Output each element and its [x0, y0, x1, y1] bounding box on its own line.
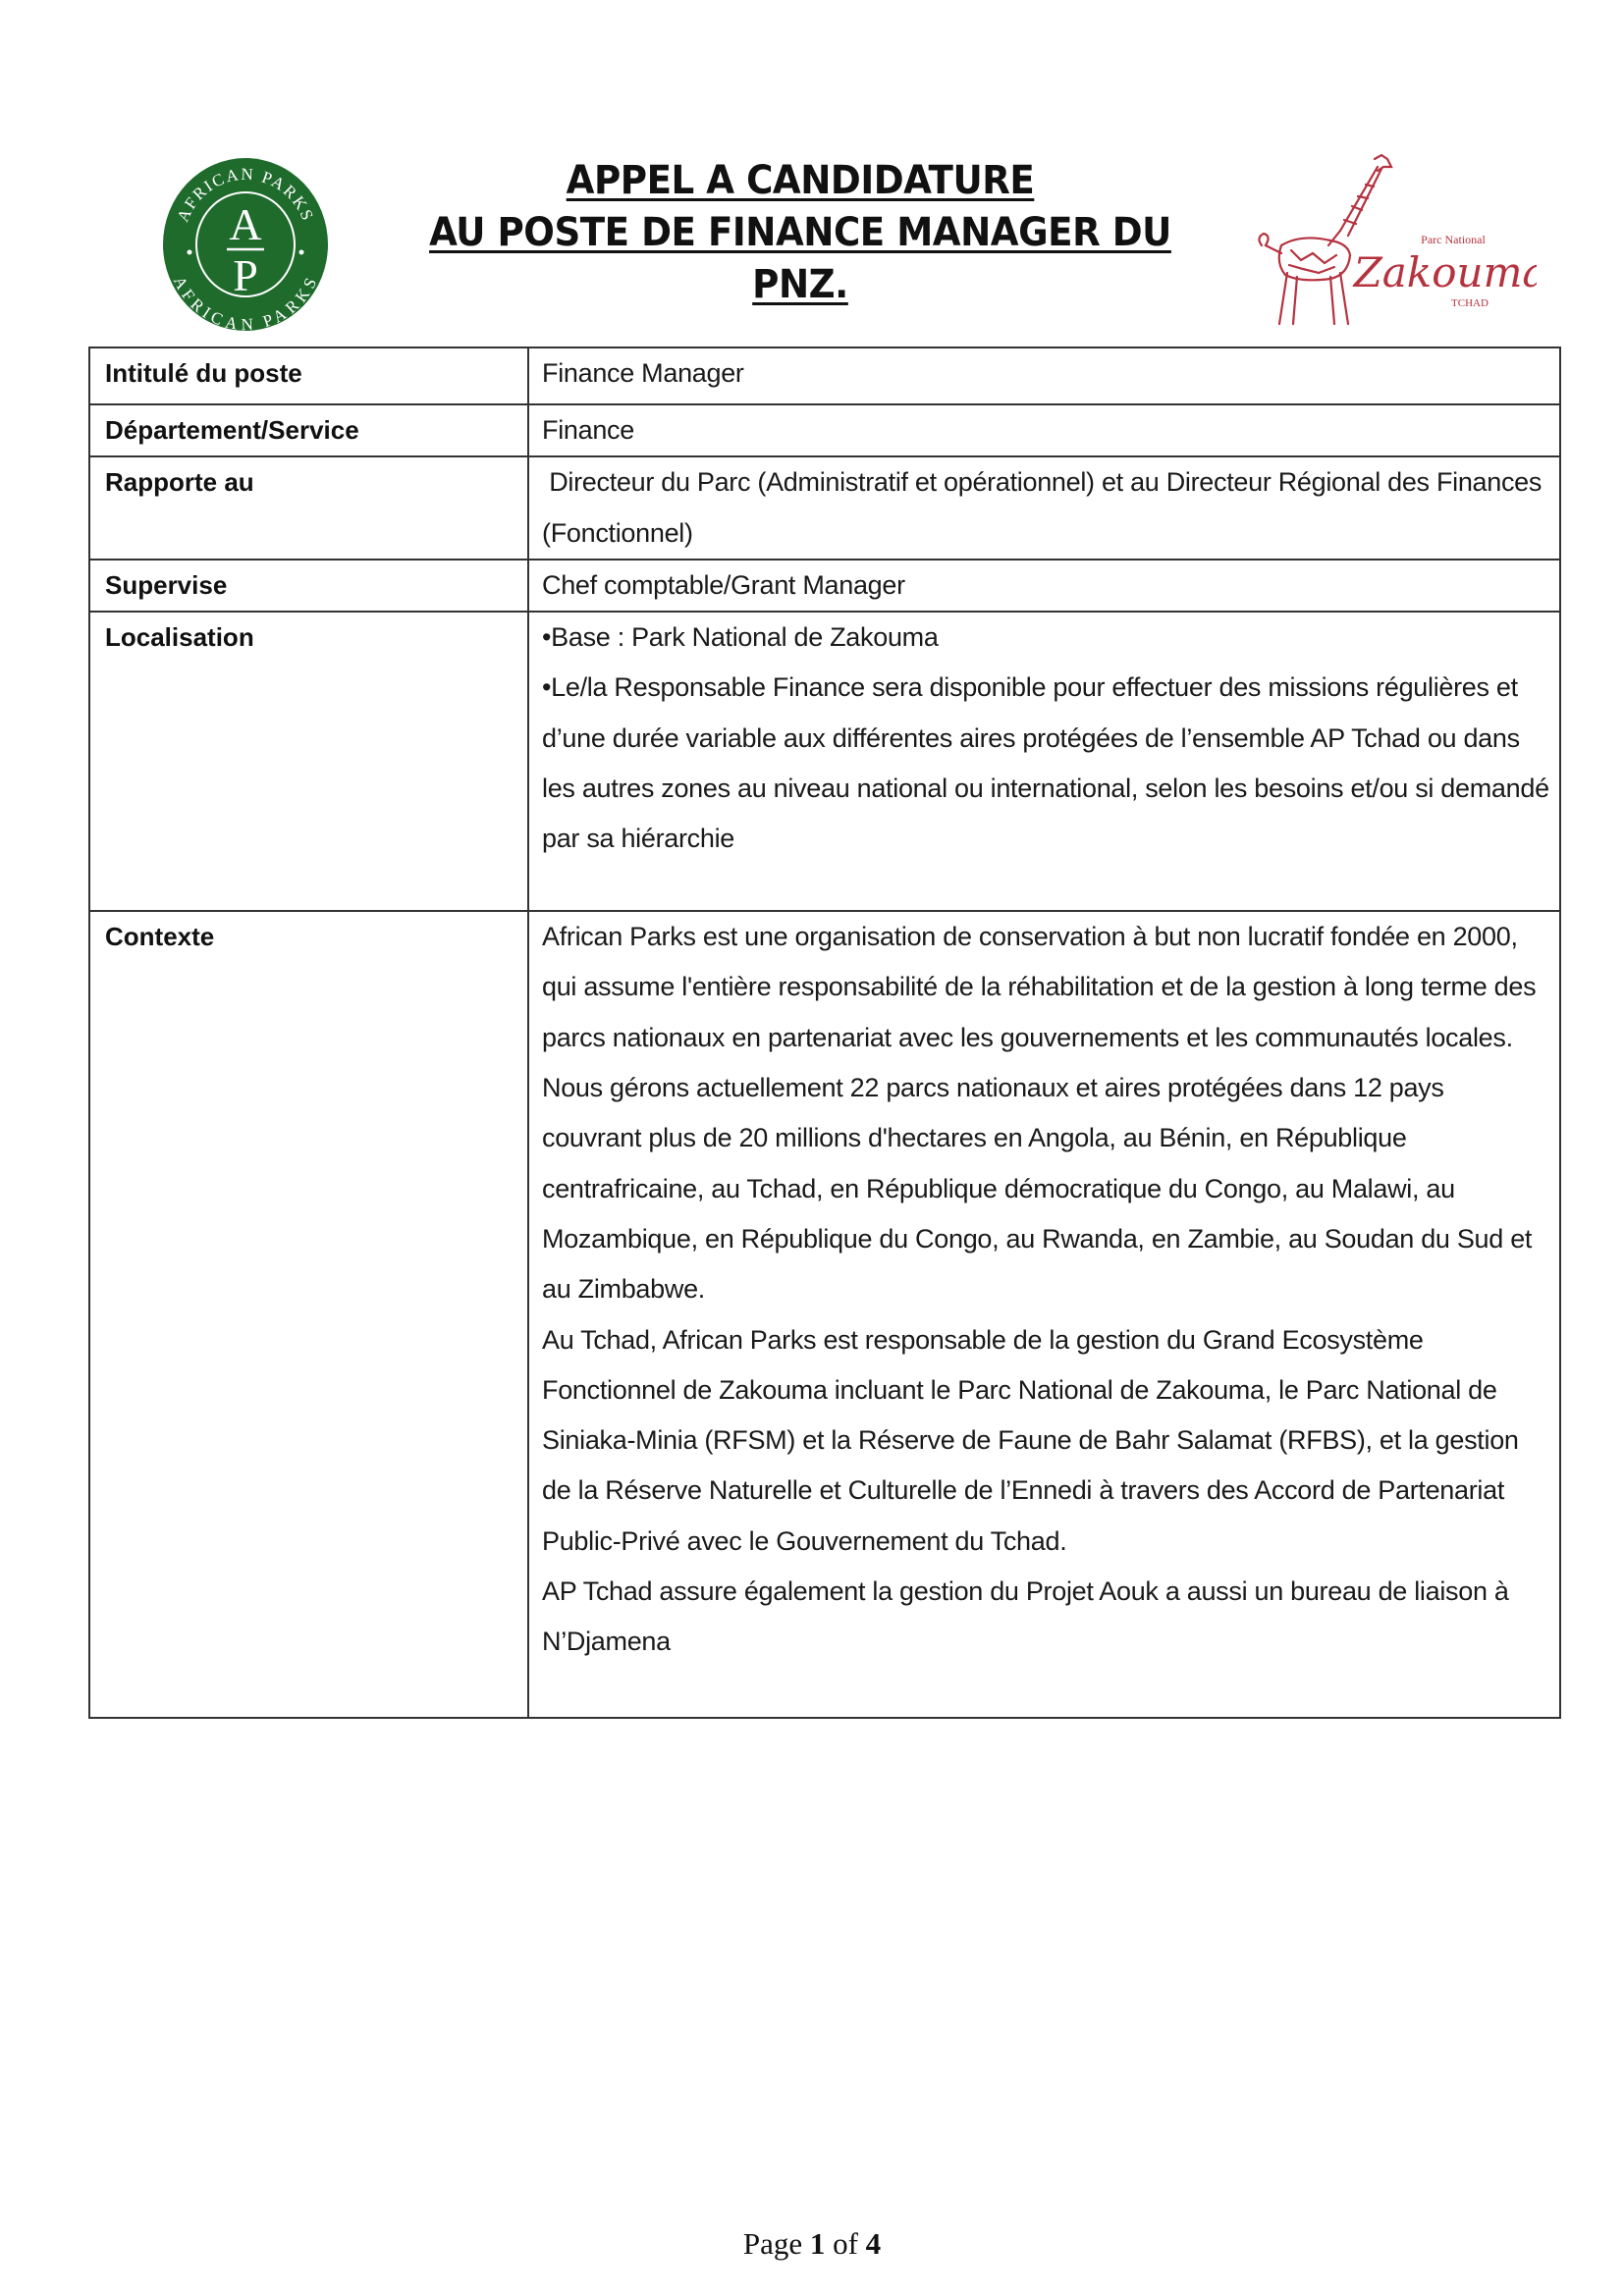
title-line-2: AU POSTE DE FINANCE MANAGER DU — [429, 210, 1171, 255]
svg-text:Zakouma: Zakouma — [1353, 248, 1537, 296]
value-text: Finance — [542, 415, 634, 445]
title-line-1: APPEL A CANDIDATURE — [566, 158, 1035, 203]
svg-text:TCHAD: TCHAD — [1451, 297, 1489, 309]
svg-text:P: P — [233, 250, 258, 300]
african-parks-logo — [162, 157, 329, 332]
svg-text:A: A — [229, 199, 262, 249]
contexte-paragraph-2: Au Tchad, African Parks est responsable de la gestion du Grand Ecosystème Fonctionnel de Zakouma incluant le Parc National de Zakouma, le Parc National de Siniaka-Minia (RFSM) et la Réserve de Faune de Bahr Salamat (RFBS), et la gestion de la Réserve Naturelle et Culturelle de l’Ennedi à travers des Accord de Partenariat Public-Privé avec le Gouvernement du Tchad. — [542, 1324, 1519, 1556]
svg-text:AFRICAN PARKS: AFRICAN PARKS — [169, 273, 322, 332]
value-text: Finance Manager — [542, 358, 744, 388]
label-supervise: Supervise — [89, 560, 528, 612]
value-text: Chef comptable/Grant Manager — [542, 569, 905, 600]
current-page: 1 — [809, 2226, 826, 2261]
value-text: Directeur du Parc (Administratif et opérationnel) et au Directeur Régional des Finances (Fonctionnel) — [542, 467, 1549, 548]
table-row — [89, 347, 1560, 404]
value-intitule — [528, 347, 1560, 404]
table-row — [89, 612, 1560, 911]
label-localisation: Localisation — [89, 612, 528, 911]
title-line-3: PNZ. — [752, 262, 848, 307]
total-pages: 4 — [865, 2226, 882, 2261]
svg-text:Parc National: Parc National — [1421, 233, 1486, 246]
label-departement: Département/Service — [89, 404, 528, 456]
job-info-table — [88, 347, 1561, 1719]
contexte-paragraph-3: AP Tchad assure également la gestion du Projet Aouk a aussi un bureau de liaison à N’Djamena — [542, 1576, 1509, 1657]
value-departement — [528, 404, 1560, 456]
svg-text:AFRICAN PARKS: AFRICAN PARKS — [173, 164, 318, 225]
value-rapporte — [528, 456, 1560, 560]
label-contexte: Contexte — [89, 911, 528, 1718]
page-title — [412, 155, 1189, 311]
giraffe-icon — [1242, 147, 1537, 334]
label-intitule: Intitulé du poste — [89, 347, 528, 404]
of-word: of — [833, 2226, 858, 2261]
table-row — [89, 404, 1560, 456]
bullet-missions: •Le/la Responsable Finance sera disponible pour effectuer des missions régulières et d’une durée variable aux différentes aires protégées de l’ensemble AP Tchad ou dans les autres zones au niveau national ou international, selon les besoins et/ou si demandé par sa hiérarchie — [542, 672, 1549, 854]
label-rapporte: Rapporte au — [89, 456, 528, 560]
page-number — [0, 2226, 1624, 2262]
table-row — [89, 560, 1560, 612]
table-row — [89, 911, 1560, 1718]
page-word: Page — [742, 2226, 803, 2261]
table-row — [89, 456, 1560, 560]
contexte-paragraph-1: African Parks est une organisation de conservation à but non lucratif fondée en 2000, qui assume l'entière responsabilité de la réhabilitation et de la gestion à long terme des parcs nationaux en partenariat avec les gouvernements et les communautés locales. Nous gérons actuellement 22 parcs nationaux et aires protégées dans 12 pays couvrant plus de 20 millions d'hectares en Angola, au Bénin, en République centrafricaine, au Tchad, en République démocratique du Congo, au Malawi, au Mozambique, en République du Congo, au Rwanda, en Zambie, au Soudan du Sud et au Zimbabwe. — [542, 922, 1537, 1305]
zakouma-logo — [1242, 147, 1537, 334]
bullet-base: •Base : Park National de Zakouma — [542, 622, 939, 653]
value-localisation — [528, 612, 1560, 911]
value-supervise — [528, 560, 1560, 612]
value-contexte — [528, 911, 1560, 1718]
